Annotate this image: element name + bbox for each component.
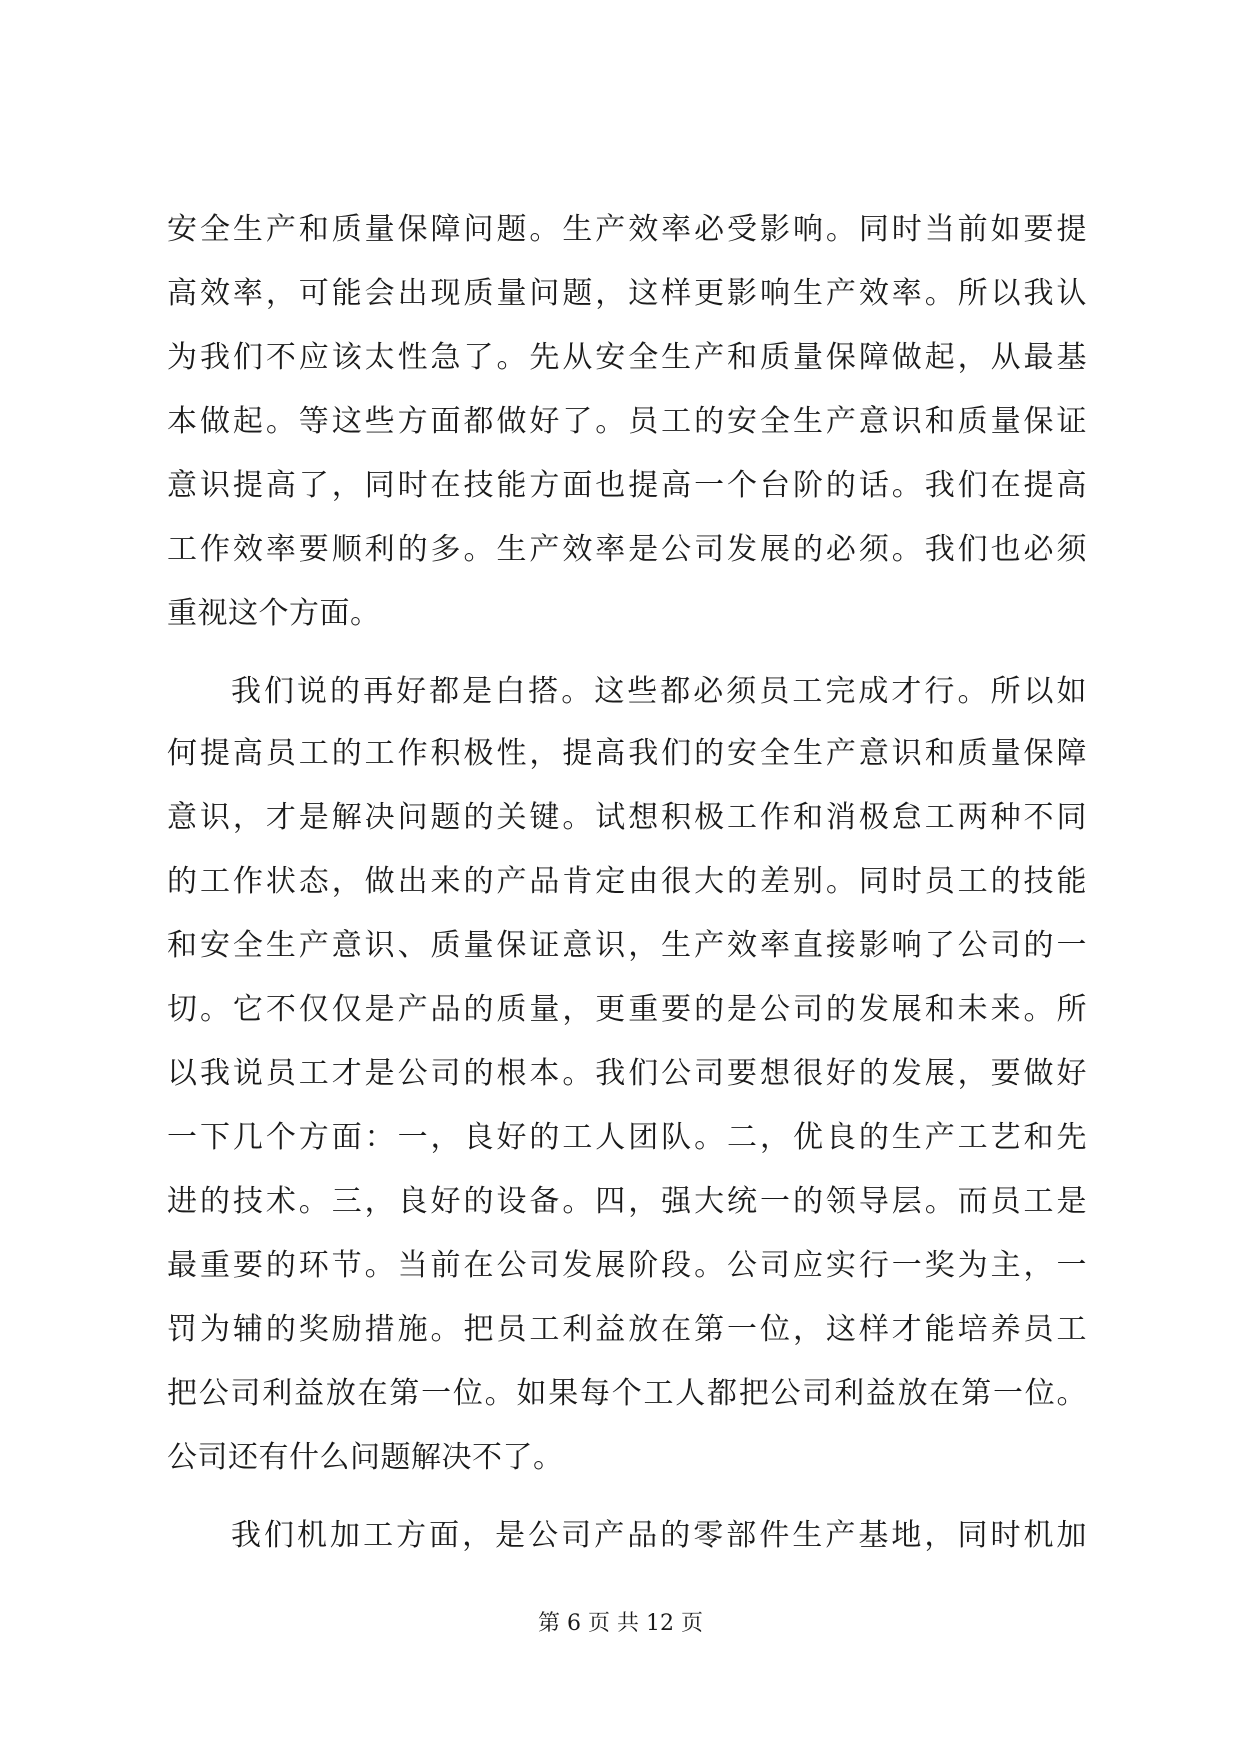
text-line: 切。它不仅仅是产品的质量，更重要的是公司的发展和未来。所	[167, 992, 1087, 1027]
text-line: 和安全生产意识、质量保证意识，生产效率直接影响了公司的一	[167, 928, 1087, 963]
text-line: 公司还有什么问题解决不了。	[167, 1440, 564, 1475]
text-line: 一下几个方面：一，良好的工人团队。二，优良的生产工艺和先	[167, 1120, 1087, 1155]
text-line: 何提高员工的工作积极性，提高我们的安全生产意识和质量保障	[167, 736, 1087, 771]
text-line: 为我们不应该太性急了。先从安全生产和质量保障做起，从最基	[167, 340, 1087, 375]
text-line: 重视这个方面。	[167, 596, 381, 631]
text-line: 以我说员工才是公司的根本。我们公司要想很好的发展，要做好	[167, 1056, 1087, 1091]
text-line: 高效率，可能会出现质量问题，这样更影响生产效率。所以我认	[167, 276, 1087, 311]
text-line: 工作效率要顺利的多。生产效率是公司发展的必须。我们也必须	[167, 532, 1087, 567]
text-line: 最重要的环节。当前在公司发展阶段。公司应实行一奖为主，一	[167, 1248, 1087, 1283]
text-line: 安全生产和质量保障问题。生产效率必受影响。同时当前如要提	[167, 212, 1087, 247]
text-line: 意识，才是解决问题的关键。试想积极工作和消极怠工两种不同	[167, 800, 1087, 835]
text-line: 把公司利益放在第一位。如果每个工人都把公司利益放在第一位。	[167, 1376, 1087, 1411]
text-line: 我们机加工方面，是公司产品的零部件生产基地，同时机加	[231, 1518, 1087, 1553]
text-line: 罚为辅的奖励措施。把员工利益放在第一位，这样才能培养员工	[167, 1312, 1087, 1347]
text-line: 我们说的再好都是白搭。这些都必须员工完成才行。所以如	[231, 674, 1087, 709]
text-line: 意识提高了，同时在技能方面也提高一个台阶的话。我们在提高	[167, 468, 1087, 503]
page-number-footer: 第 6 页 共 12 页	[538, 1611, 703, 1636]
text-line: 本做起。等这些方面都做好了。员工的安全生产意识和质量保证	[167, 404, 1087, 439]
text-line: 进的技术。三，良好的设备。四，强大统一的领导层。而员工是	[167, 1184, 1087, 1219]
text-line: 的工作状态，做出来的产品肯定由很大的差别。同时员工的技能	[167, 864, 1087, 899]
